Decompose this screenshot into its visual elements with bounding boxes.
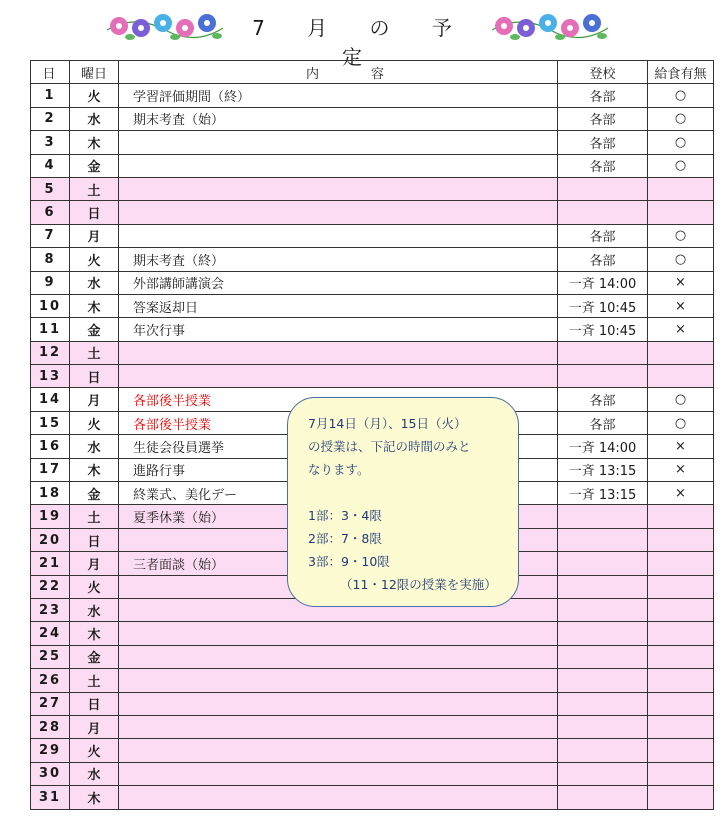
content-cell — [119, 645, 558, 668]
attend-cell — [558, 739, 648, 762]
notice-box — [287, 397, 519, 607]
table-row — [31, 201, 714, 224]
day-cell: 17 — [31, 458, 70, 481]
content-cell — [119, 786, 558, 809]
table-row — [31, 271, 714, 294]
notice-line: 7月14日（月）、15日（火） — [308, 416, 467, 431]
weekday-cell: 水 — [70, 271, 119, 294]
weekday-cell: 木 — [70, 786, 119, 809]
weekday-cell: 日 — [70, 365, 119, 388]
day-cell: 23 — [31, 598, 70, 621]
weekday-cell: 木 — [70, 294, 119, 317]
lunch-cell — [648, 692, 714, 715]
lunch-cell: × — [648, 458, 714, 481]
content-cell: 年次行事 — [119, 318, 558, 341]
lunch-cell: ○ — [648, 248, 714, 271]
table-row — [31, 154, 714, 177]
lunch-cell — [648, 645, 714, 668]
day-cell: 31 — [31, 786, 70, 809]
content-cell: 期末考査（始） — [119, 107, 558, 130]
attend-cell — [558, 177, 648, 200]
lunch-cell — [648, 786, 714, 809]
weekday-cell: 土 — [70, 341, 119, 364]
weekday-cell: 木 — [70, 458, 119, 481]
day-cell: 2 — [31, 107, 70, 130]
page-title: 7 月 の 予 定 — [252, 16, 470, 69]
attend-cell: 各部 — [558, 388, 648, 411]
content-cell: 生徒会役員選挙 — [119, 435, 558, 458]
weekday-cell: 火 — [70, 411, 119, 434]
table-row — [31, 107, 714, 130]
weekday-cell: 土 — [70, 505, 119, 528]
table-row — [31, 224, 714, 247]
day-cell: 13 — [31, 365, 70, 388]
lunch-cell — [648, 598, 714, 621]
attend-cell: 一斉 13:15 — [558, 458, 648, 481]
header-weekday: 曜日 — [70, 61, 119, 84]
day-cell: 6 — [31, 201, 70, 224]
lunch-cell: × — [648, 318, 714, 341]
content-cell — [119, 154, 558, 177]
attend-cell: 一斉 14:00 — [558, 435, 648, 458]
lunch-cell — [648, 201, 714, 224]
attend-cell: 一斉 10:45 — [558, 318, 648, 341]
attend-cell — [558, 505, 648, 528]
attend-cell — [558, 762, 648, 785]
weekday-cell: 水 — [70, 762, 119, 785]
attend-cell — [558, 622, 648, 645]
weekday-cell: 月 — [70, 715, 119, 738]
attend-cell — [558, 365, 648, 388]
day-cell: 8 — [31, 248, 70, 271]
table-row — [31, 622, 714, 645]
table-header-row — [31, 61, 714, 84]
day-cell: 1 — [31, 84, 70, 107]
day-cell: 3 — [31, 131, 70, 154]
weekday-cell: 月 — [70, 552, 119, 575]
attend-cell — [558, 575, 648, 598]
lunch-cell — [648, 739, 714, 762]
notice-line: 3部：9・10限 — [308, 554, 390, 569]
content-cell: 各部後半授業 — [119, 388, 558, 411]
lunch-cell — [648, 575, 714, 598]
day-cell: 4 — [31, 154, 70, 177]
lunch-cell — [648, 505, 714, 528]
day-cell: 5 — [31, 177, 70, 200]
content-cell: 終業式、美化デー — [119, 482, 558, 505]
attend-cell: 各部 — [558, 154, 648, 177]
day-cell: 21 — [31, 552, 70, 575]
lunch-cell — [648, 528, 714, 551]
lunch-cell — [648, 669, 714, 692]
lunch-cell: ○ — [648, 84, 714, 107]
lunch-cell — [648, 622, 714, 645]
table-row — [31, 786, 714, 809]
content-cell — [119, 177, 558, 200]
content-cell — [119, 365, 558, 388]
lunch-cell: ○ — [648, 131, 714, 154]
weekday-cell: 水 — [70, 435, 119, 458]
table-row — [31, 84, 714, 107]
weekday-cell: 日 — [70, 528, 119, 551]
attend-cell: 各部 — [558, 411, 648, 434]
content-cell: 進路行事 — [119, 458, 558, 481]
day-cell: 27 — [31, 692, 70, 715]
header-content: 内 容 — [119, 61, 558, 84]
lunch-cell — [648, 762, 714, 785]
day-cell: 9 — [31, 271, 70, 294]
weekday-cell: 日 — [70, 201, 119, 224]
attend-cell: 各部 — [558, 107, 648, 130]
attend-cell — [558, 669, 648, 692]
day-cell: 22 — [31, 575, 70, 598]
lunch-cell: ○ — [648, 388, 714, 411]
day-cell: 26 — [31, 669, 70, 692]
lunch-cell: × — [648, 294, 714, 317]
lunch-cell — [648, 177, 714, 200]
day-cell: 15 — [31, 411, 70, 434]
lunch-cell: ○ — [648, 411, 714, 434]
content-cell — [119, 715, 558, 738]
day-cell: 30 — [31, 762, 70, 785]
weekday-cell: 木 — [70, 622, 119, 645]
weekday-cell: 金 — [70, 645, 119, 668]
day-cell: 7 — [31, 224, 70, 247]
weekday-cell: 土 — [70, 177, 119, 200]
attend-cell — [558, 598, 648, 621]
table-row — [31, 248, 714, 271]
lunch-cell — [648, 341, 714, 364]
attend-cell — [558, 645, 648, 668]
content-cell: 学習評価期間（終） — [119, 84, 558, 107]
table-row — [31, 177, 714, 200]
attend-cell: 一斉 10:45 — [558, 294, 648, 317]
day-cell: 19 — [31, 505, 70, 528]
lunch-cell: × — [648, 482, 714, 505]
content-cell — [119, 622, 558, 645]
content-cell — [119, 669, 558, 692]
attend-cell — [558, 715, 648, 738]
lunch-cell: × — [648, 435, 714, 458]
content-cell — [119, 341, 558, 364]
attend-cell — [558, 786, 648, 809]
content-cell: 三者面談（始） — [119, 552, 558, 575]
content-cell — [119, 762, 558, 785]
attend-cell — [558, 692, 648, 715]
lunch-cell: × — [648, 271, 714, 294]
content-cell — [119, 224, 558, 247]
lunch-cell — [648, 552, 714, 575]
table-row — [31, 692, 714, 715]
day-cell: 12 — [31, 341, 70, 364]
weekday-cell: 火 — [70, 84, 119, 107]
weekday-cell: 金 — [70, 154, 119, 177]
content-cell: 各部後半授業 — [119, 411, 558, 434]
table-row — [31, 645, 714, 668]
attend-cell: 一斉 14:00 — [558, 271, 648, 294]
attend-cell — [558, 528, 648, 551]
attend-cell — [558, 552, 648, 575]
lunch-cell — [648, 715, 714, 738]
header-day: 日 — [31, 61, 70, 84]
table-row — [31, 739, 714, 762]
content-cell — [119, 692, 558, 715]
attend-cell: 各部 — [558, 248, 648, 271]
content-cell: 答案返却日 — [119, 294, 558, 317]
header-attend: 登校 — [558, 61, 648, 84]
day-cell: 24 — [31, 622, 70, 645]
table-row — [31, 341, 714, 364]
weekday-cell: 火 — [70, 739, 119, 762]
day-cell: 10 — [31, 294, 70, 317]
notice-line: 2部：7・8限 — [308, 531, 382, 546]
content-cell: 外部講師講演会 — [119, 271, 558, 294]
day-cell: 14 — [31, 388, 70, 411]
weekday-cell: 水 — [70, 598, 119, 621]
table-row — [31, 131, 714, 154]
attend-cell — [558, 341, 648, 364]
morning-glory-decoration-left — [105, 8, 225, 42]
notice-line: の授業は、下記の時間のみと — [308, 439, 471, 454]
morning-glory-decoration-right — [490, 8, 610, 42]
lunch-cell: ○ — [648, 154, 714, 177]
attend-cell: 各部 — [558, 84, 648, 107]
weekday-cell: 金 — [70, 318, 119, 341]
table-row — [31, 669, 714, 692]
table-row — [31, 294, 714, 317]
notice-line: （11・12限の授業を実施） — [340, 577, 497, 592]
attend-cell: 一斉 13:15 — [558, 482, 648, 505]
content-cell: 期末考査（終） — [119, 248, 558, 271]
attend-cell — [558, 201, 648, 224]
day-cell: 18 — [31, 482, 70, 505]
notice-line: 1部：3・4限 — [308, 508, 382, 523]
day-cell: 29 — [31, 739, 70, 762]
content-cell: 夏季休業（始） — [119, 505, 558, 528]
content-cell — [119, 131, 558, 154]
attend-cell: 各部 — [558, 131, 648, 154]
weekday-cell: 月 — [70, 224, 119, 247]
lunch-cell: ○ — [648, 224, 714, 247]
notice-line: なります。 — [308, 462, 370, 477]
table-row — [31, 365, 714, 388]
weekday-cell: 水 — [70, 107, 119, 130]
weekday-cell: 火 — [70, 575, 119, 598]
day-cell: 11 — [31, 318, 70, 341]
content-cell — [119, 739, 558, 762]
table-row — [31, 762, 714, 785]
page-header — [0, 0, 722, 69]
content-cell — [119, 201, 558, 224]
table-row — [31, 318, 714, 341]
day-cell: 20 — [31, 528, 70, 551]
weekday-cell: 土 — [70, 669, 119, 692]
weekday-cell: 日 — [70, 692, 119, 715]
weekday-cell: 火 — [70, 248, 119, 271]
weekday-cell: 月 — [70, 388, 119, 411]
weekday-cell: 木 — [70, 131, 119, 154]
lunch-cell — [648, 365, 714, 388]
day-cell: 16 — [31, 435, 70, 458]
day-cell: 25 — [31, 645, 70, 668]
header-lunch: 給食有無 — [648, 61, 714, 84]
table-row — [31, 715, 714, 738]
attend-cell: 各部 — [558, 224, 648, 247]
day-cell: 28 — [31, 715, 70, 738]
weekday-cell: 金 — [70, 482, 119, 505]
lunch-cell: ○ — [648, 107, 714, 130]
